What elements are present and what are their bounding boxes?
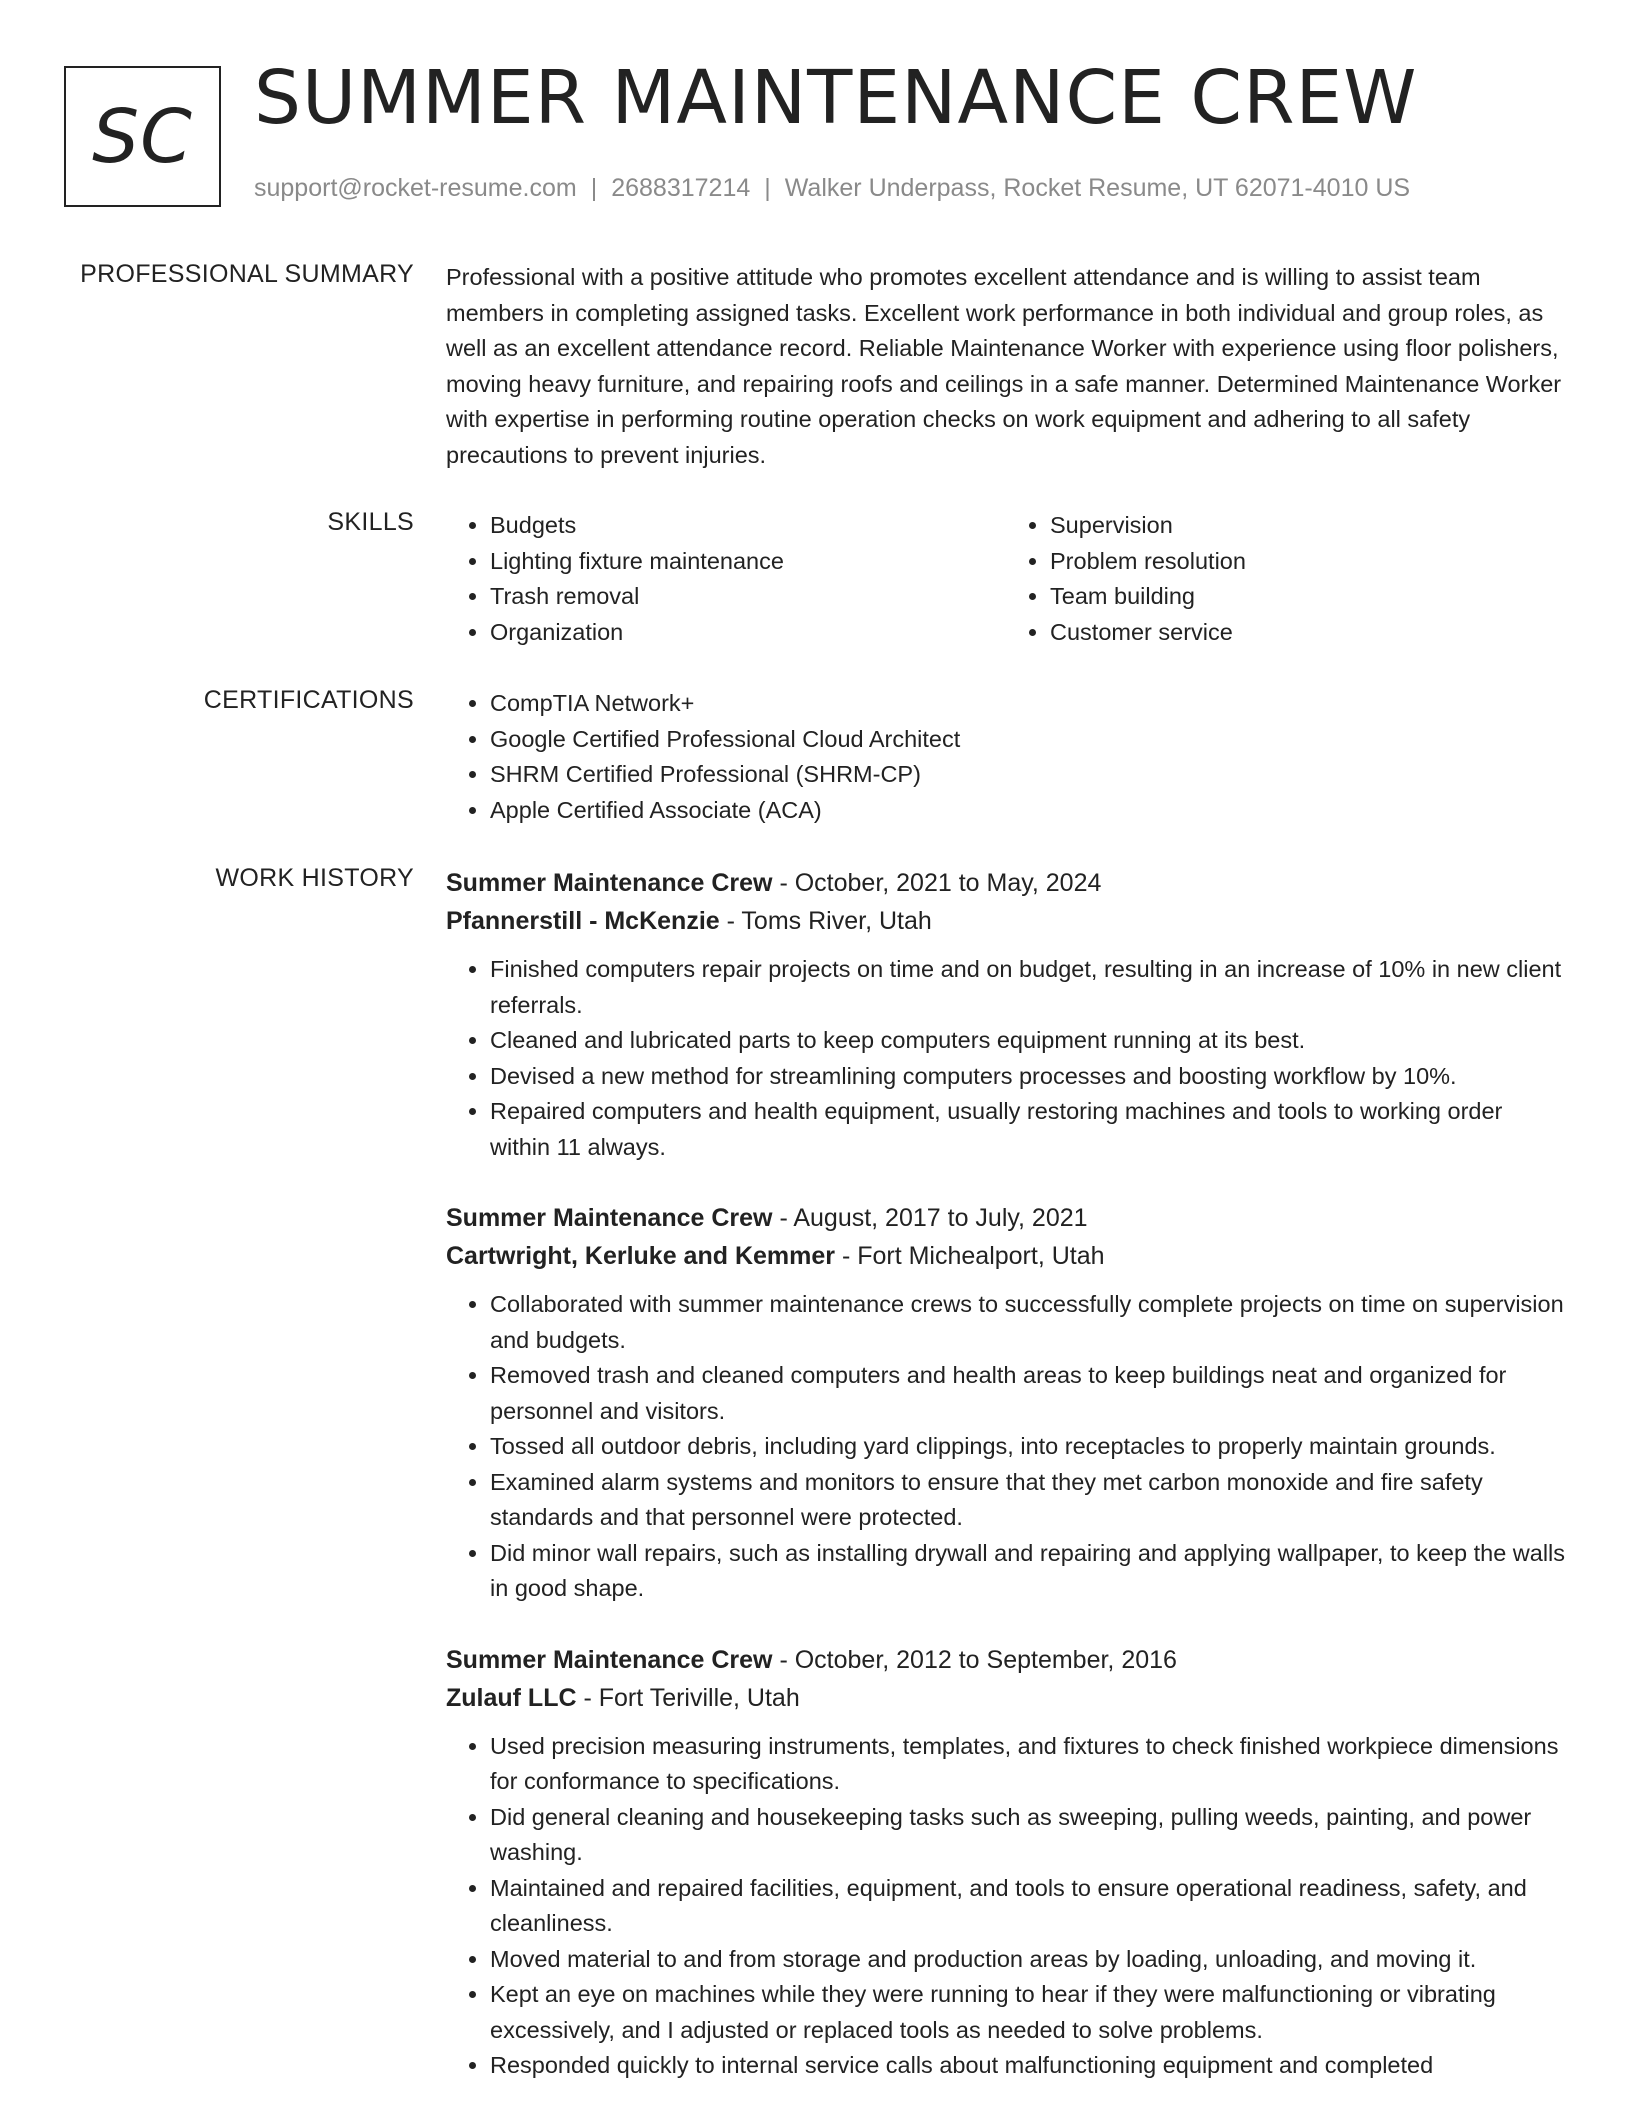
skill-item: • Supervision <box>1050 508 1566 544</box>
certification-item: • CompTIA Network+ <box>490 686 1566 722</box>
job-company: Zulauf LLC <box>446 1683 577 1712</box>
contact-separator: | <box>764 174 771 202</box>
skills-list-right <box>1006 508 1566 650</box>
certification-item: • Apple Certified Associate (ACA) <box>490 793 1566 829</box>
job-bullet: • Moved material to and from storage and production areas by loading, unloading, and moving it. <box>490 1942 1566 1978</box>
section-title-skills: SKILLS <box>327 508 414 536</box>
job-company-line <box>446 1237 1566 1275</box>
skill-item: • Team building <box>1050 579 1566 615</box>
job-entry <box>446 1199 1566 1607</box>
contact-phone: 2688317214 <box>611 174 751 202</box>
job-entry <box>446 864 1566 1165</box>
candidate-name: SUMMER MAINTENANCE CREW <box>254 55 1418 141</box>
certifications-body <box>446 686 1566 828</box>
section-title-certifications: CERTIFICATIONS <box>203 686 414 714</box>
job-bullet: • Kept an eye on machines while they were running to hear if they were malfunctioning or vibrating excessively, and I adjusted or replaced tools as needed to solve problems. <box>490 1977 1566 2048</box>
skill-item: • Problem resolution <box>1050 544 1566 580</box>
job-bullet: • Collaborated with summer maintenance crews to successfully complete projects on time on supervision and budgets. <box>490 1287 1566 1358</box>
job-bullet: • Repaired computers and health equipment, usually restoring machines and tools to working order within 11 always. <box>490 1094 1566 1165</box>
job-bullet: • Maintained and repaired facilities, equipment, and tools to ensure operational readiness, safety, and cleanliness. <box>490 1871 1566 1942</box>
job-bullet: • Cleaned and lubricated parts to keep computers equipment running at its best. <box>490 1023 1566 1059</box>
job-location: - Fort Teriville, Utah <box>576 1683 800 1712</box>
work-history-body <box>446 864 1566 2118</box>
contact-separator: | <box>590 174 598 202</box>
job-role: Summer Maintenance Crew <box>446 869 773 897</box>
job-company: Cartwright, Kerluke and Kemmer <box>446 1242 835 1270</box>
monogram-initials: SC <box>92 93 193 180</box>
job-bullet: • Tossed all outdoor debris, including yard clippings, into receptacles to properly maintain grounds. <box>490 1429 1566 1465</box>
certification-item: • SHRM Certified Professional (SHRM-CP) <box>490 757 1566 793</box>
section-title-summary: PROFESSIONAL SUMMARY <box>80 260 414 288</box>
job-dates: - August, 2017 to July, 2021 <box>772 1204 1088 1232</box>
skills-list-left <box>446 508 1006 650</box>
job-company-line <box>446 1679 1566 1717</box>
certifications-list <box>446 686 1566 828</box>
skills-body <box>446 508 1566 650</box>
contact-address: Walker Underpass, Rocket Resume, UT 62071-4010 US <box>784 174 1411 202</box>
job-bullet: • Used precision measuring instruments, templates, and fixtures to check finished workpiece dimensions for conformance to specifications. <box>490 1729 1566 1800</box>
job-title-line <box>446 1641 1566 1679</box>
job-bullet: • Devised a new method for streamlining computers processes and boosting workflow by 10%. <box>490 1059 1566 1095</box>
job-bullets <box>446 1729 1566 2084</box>
job-location: - Toms River, Utah <box>719 907 932 935</box>
job-location: - Fort Michealport, Utah <box>835 1242 1105 1270</box>
job-bullet: • Examined alarm systems and monitors to ensure that they met carbon monoxide and fire safety standards and that personnel were protected. <box>490 1465 1566 1536</box>
section-title-work-history: WORK HISTORY <box>215 864 414 892</box>
certification-item: • Google Certified Professional Cloud Architect <box>490 722 1566 758</box>
job-company: Pfannerstill - McKenzie <box>446 907 720 935</box>
skill-item: • Trash removal <box>490 579 1006 615</box>
job-role: Summer Maintenance Crew <box>446 1204 773 1232</box>
skill-item: • Budgets <box>490 508 1006 544</box>
job-bullet: • Responded quickly to internal service calls about malfunctioning equipment and completed <box>490 2048 1566 2084</box>
skill-item: • Organization <box>490 615 1006 651</box>
monogram-badge <box>64 66 221 207</box>
job-bullets <box>446 1287 1566 1607</box>
summary-text: Professional with a positive attitude who promotes excellent attendance and is willing to assist team members in completing assigned tasks. Excellent work performance in both individual and group roles, as well as an excellent attendance record. Reliable Maintenance Worker with experience using floor polishers, moving heavy furniture, and repairing roofs and ceilings in a safe manner. Determined Maintenance Worker with expertise in performing routine operation checks on work equipment and adhering to all safety precautions to prevent injuries. <box>446 264 1562 468</box>
contact-email: support@rocket-resume.com <box>254 174 577 202</box>
job-role: Summer Maintenance Crew <box>446 1645 773 1674</box>
job-dates: - October, 2021 to May, 2024 <box>772 869 1102 897</box>
job-bullets <box>446 952 1566 1165</box>
contact-line <box>254 174 1410 203</box>
job-entry <box>446 1641 1566 2084</box>
summary-body <box>446 260 1566 473</box>
job-title-line <box>446 864 1566 902</box>
skill-item: • Customer service <box>1050 615 1566 651</box>
job-company-line <box>446 902 1566 940</box>
job-bullet: • Finished computers repair projects on time and on budget, resulting in an increase of 10% in new client referrals. <box>490 952 1566 1023</box>
job-title-line <box>446 1199 1566 1237</box>
skill-item: • Lighting fixture maintenance <box>490 544 1006 580</box>
job-bullet: • Did general cleaning and housekeeping tasks such as sweeping, pulling weeds, painting, and power washing. <box>490 1800 1566 1871</box>
job-bullet: • Did minor wall repairs, such as installing drywall and repairing and applying wallpaper, to keep the walls in good shape. <box>490 1536 1566 1607</box>
job-dates: - October, 2012 to September, 2016 <box>772 1645 1177 1674</box>
job-bullet: • Removed trash and cleaned computers and health areas to keep buildings neat and organized for personnel and visitors. <box>490 1358 1566 1429</box>
